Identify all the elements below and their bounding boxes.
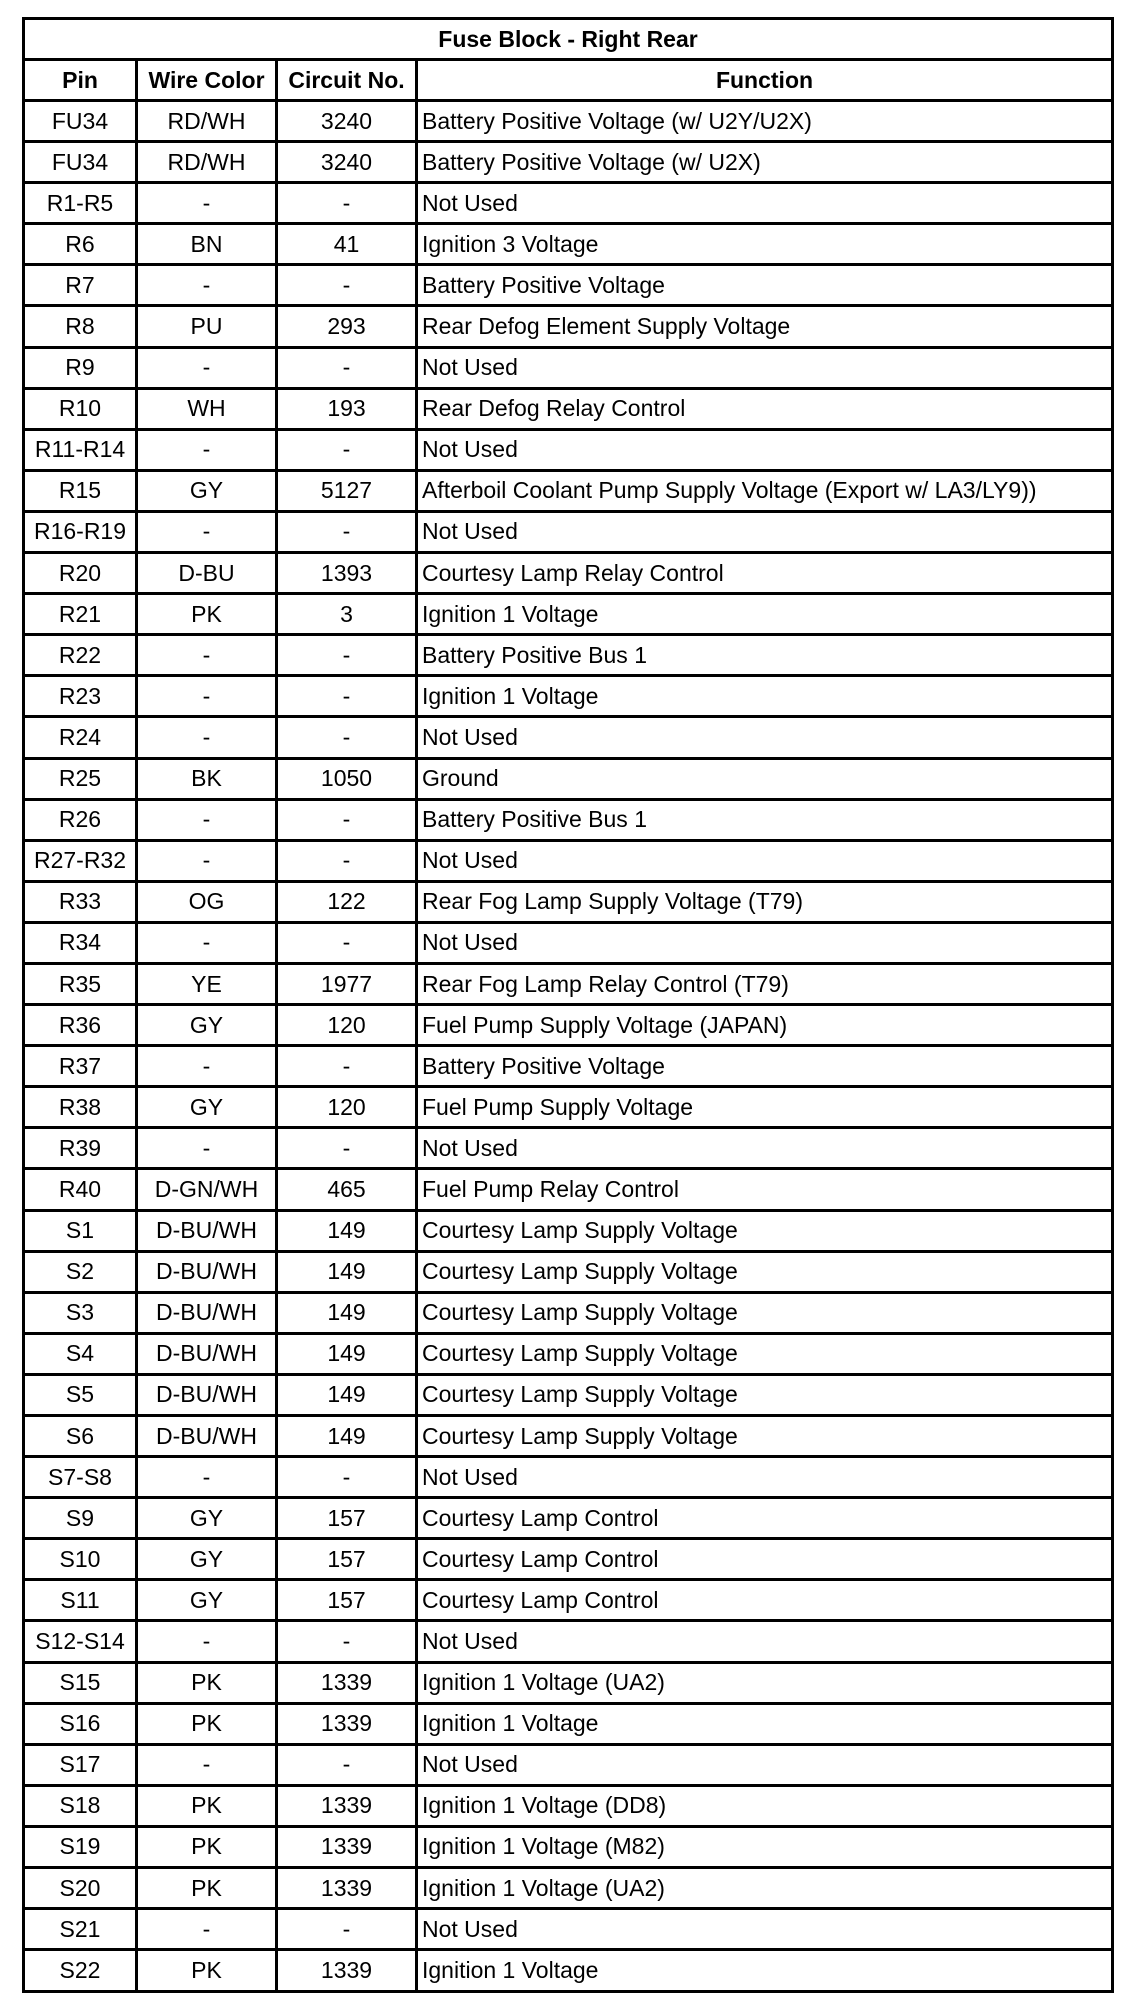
cell-circuit-no: - [277,922,417,963]
cell-pin: R27-R32 [24,840,137,881]
table-row [24,1374,1113,1415]
cell-wire-color: BK [137,758,277,799]
cell-pin: R21 [24,594,137,635]
cell-wire-color: D-BU [137,553,277,594]
cell-function: Ignition 3 Voltage [417,224,1113,265]
cell-pin: R37 [24,1046,137,1087]
cell-wire-color: D-BU/WH [137,1416,277,1457]
cell-circuit-no: - [277,1128,417,1169]
cell-pin: R40 [24,1169,137,1210]
cell-wire-color: - [137,1621,277,1662]
table-row [24,594,1113,635]
table-row [24,1621,1113,1662]
cell-wire-color: - [137,676,277,717]
cell-pin: S15 [24,1662,137,1703]
cell-pin: R7 [24,265,137,306]
cell-wire-color: - [137,1128,277,1169]
table-row [24,1744,1113,1785]
cell-function: Battery Positive Voltage (w/ U2X) [417,142,1113,183]
cell-wire-color: - [137,1457,277,1498]
cell-pin: R22 [24,635,137,676]
cell-function: Ignition 1 Voltage (DD8) [417,1785,1113,1826]
cell-pin: R6 [24,224,137,265]
cell-circuit-no: 120 [277,1087,417,1128]
cell-circuit-no: 1339 [277,1662,417,1703]
cell-circuit-no: 1339 [277,1826,417,1867]
cell-circuit-no: 1339 [277,1785,417,1826]
cell-function: Courtesy Lamp Control [417,1580,1113,1621]
cell-wire-color: PK [137,1662,277,1703]
table-row [24,635,1113,676]
table-row [24,347,1113,388]
cell-pin: S11 [24,1580,137,1621]
cell-pin: S7-S8 [24,1457,137,1498]
cell-function: Courtesy Lamp Supply Voltage [417,1292,1113,1333]
table-row [24,1909,1113,1950]
cell-function: Rear Fog Lamp Relay Control (T79) [417,963,1113,1004]
cell-pin: S2 [24,1251,137,1292]
cell-function: Rear Fog Lamp Supply Voltage (T79) [417,881,1113,922]
table-row [24,1539,1113,1580]
cell-circuit-no: 5127 [277,470,417,511]
cell-wire-color: D-BU/WH [137,1333,277,1374]
cell-function: Not Used [417,511,1113,552]
cell-function: Battery Positive Voltage [417,1046,1113,1087]
table-row [24,1580,1113,1621]
cell-circuit-no: - [277,676,417,717]
cell-pin: R39 [24,1128,137,1169]
cell-circuit-no: 1050 [277,758,417,799]
table-row [24,1005,1113,1046]
table-row [24,1087,1113,1128]
cell-function: Battery Positive Bus 1 [417,635,1113,676]
cell-pin: S19 [24,1826,137,1867]
table-row [24,1498,1113,1539]
cell-wire-color: - [137,511,277,552]
cell-wire-color: GY [137,1005,277,1046]
table-row [24,553,1113,594]
cell-wire-color: D-BU/WH [137,1292,277,1333]
cell-circuit-no: 1339 [277,1950,417,1992]
cell-function: Ignition 1 Voltage [417,1950,1113,1992]
cell-wire-color: PK [137,1950,277,1992]
cell-circuit-no: 1977 [277,963,417,1004]
table-row [24,717,1113,758]
cell-pin: R36 [24,1005,137,1046]
cell-pin: R35 [24,963,137,1004]
cell-wire-color: YE [137,963,277,1004]
cell-function: Ignition 1 Voltage [417,676,1113,717]
table-row [24,224,1113,265]
cell-wire-color: GY [137,1498,277,1539]
cell-pin: R23 [24,676,137,717]
cell-function: Not Used [417,1621,1113,1662]
cell-wire-color: - [137,840,277,881]
table-row [24,1251,1113,1292]
cell-function: Not Used [417,1744,1113,1785]
table-row [24,470,1113,511]
header-wire-color: Wire Color [137,60,277,101]
cell-function: Courtesy Lamp Supply Voltage [417,1210,1113,1251]
cell-pin: S9 [24,1498,137,1539]
cell-circuit-no: - [277,183,417,224]
table-row [24,922,1113,963]
cell-circuit-no: 1393 [277,553,417,594]
cell-function: Not Used [417,1909,1113,1950]
title-row [24,19,1113,60]
cell-function: Rear Defog Relay Control [417,388,1113,429]
cell-wire-color: GY [137,470,277,511]
cell-wire-color: D-GN/WH [137,1169,277,1210]
cell-circuit-no: 157 [277,1580,417,1621]
cell-function: Fuel Pump Supply Voltage [417,1087,1113,1128]
cell-wire-color: - [137,1909,277,1950]
table-row [24,1703,1113,1744]
cell-pin: S18 [24,1785,137,1826]
cell-circuit-no: 293 [277,306,417,347]
cell-function: Battery Positive Voltage [417,265,1113,306]
cell-wire-color: PK [137,594,277,635]
cell-wire-color: - [137,429,277,470]
cell-function: Ignition 1 Voltage [417,1703,1113,1744]
table-row [24,1950,1113,1992]
cell-circuit-no: - [277,717,417,758]
cell-circuit-no: 3240 [277,101,417,142]
cell-wire-color: D-BU/WH [137,1210,277,1251]
cell-wire-color: PK [137,1703,277,1744]
cell-circuit-no: 1339 [277,1703,417,1744]
cell-circuit-no: 3240 [277,142,417,183]
cell-pin: S5 [24,1374,137,1415]
table-row [24,840,1113,881]
table-row [24,758,1113,799]
cell-wire-color: WH [137,388,277,429]
cell-pin: R26 [24,799,137,840]
cell-pin: R15 [24,470,137,511]
table-row [24,183,1113,224]
header-function: Function [417,60,1113,101]
cell-circuit-no: 149 [277,1292,417,1333]
cell-pin: S21 [24,1909,137,1950]
table-row [24,1457,1113,1498]
table-row [24,1292,1113,1333]
fuse-block-document [22,17,1111,1993]
cell-pin: R8 [24,306,137,347]
header-pin: Pin [24,60,137,101]
cell-function: Courtesy Lamp Supply Voltage [417,1416,1113,1457]
cell-pin: R38 [24,1087,137,1128]
cell-pin: R33 [24,881,137,922]
cell-circuit-no: - [277,511,417,552]
table-row [24,511,1113,552]
cell-wire-color: D-BU/WH [137,1251,277,1292]
cell-function: Rear Defog Element Supply Voltage [417,306,1113,347]
cell-function: Not Used [417,183,1113,224]
cell-pin: R10 [24,388,137,429]
cell-pin: S12-S14 [24,1621,137,1662]
cell-pin: S3 [24,1292,137,1333]
cell-function: Afterboil Coolant Pump Supply Voltage (Export w/ LA3/LY9)) [417,470,1113,511]
cell-circuit-no: - [277,799,417,840]
cell-pin: R9 [24,347,137,388]
cell-pin: R11-R14 [24,429,137,470]
cell-circuit-no: 149 [277,1251,417,1292]
cell-pin: R24 [24,717,137,758]
table-row [24,1826,1113,1867]
cell-wire-color: - [137,183,277,224]
table-body [24,101,1113,1992]
table-row [24,1210,1113,1251]
cell-pin: R34 [24,922,137,963]
cell-function: Ignition 1 Voltage (UA2) [417,1662,1113,1703]
cell-circuit-no: - [277,347,417,388]
table-row [24,1128,1113,1169]
cell-circuit-no: - [277,1621,417,1662]
cell-wire-color: - [137,347,277,388]
cell-circuit-no: 157 [277,1498,417,1539]
table-row [24,1785,1113,1826]
table-row [24,799,1113,840]
cell-wire-color: - [137,717,277,758]
cell-function: Courtesy Lamp Relay Control [417,553,1113,594]
cell-function: Battery Positive Bus 1 [417,799,1113,840]
cell-circuit-no: 122 [277,881,417,922]
cell-circuit-no: 41 [277,224,417,265]
cell-wire-color: PK [137,1785,277,1826]
cell-pin: S10 [24,1539,137,1580]
cell-function: Not Used [417,1457,1113,1498]
cell-pin: S16 [24,1703,137,1744]
cell-function: Not Used [417,840,1113,881]
table-row [24,142,1113,183]
cell-function: Courtesy Lamp Control [417,1498,1113,1539]
cell-function: Not Used [417,1128,1113,1169]
table-row [24,1662,1113,1703]
table-row [24,1046,1113,1087]
header-circuit-no: Circuit No. [277,60,417,101]
table-row [24,881,1113,922]
cell-function: Not Used [417,717,1113,758]
cell-pin: S17 [24,1744,137,1785]
table-title: Fuse Block - Right Rear [24,19,1113,60]
cell-wire-color: GY [137,1087,277,1128]
table-row [24,676,1113,717]
cell-pin: R20 [24,553,137,594]
cell-circuit-no: 193 [277,388,417,429]
cell-pin: S6 [24,1416,137,1457]
cell-circuit-no: - [277,1744,417,1785]
cell-wire-color: RD/WH [137,142,277,183]
cell-circuit-no: - [277,1457,417,1498]
cell-function: Fuel Pump Supply Voltage (JAPAN) [417,1005,1113,1046]
cell-wire-color: - [137,1744,277,1785]
table-row [24,1169,1113,1210]
cell-wire-color: GY [137,1580,277,1621]
cell-function: Courtesy Lamp Control [417,1539,1113,1580]
cell-circuit-no: 149 [277,1210,417,1251]
cell-wire-color: - [137,265,277,306]
cell-wire-color: PU [137,306,277,347]
cell-circuit-no: 149 [277,1416,417,1457]
table-row [24,963,1113,1004]
cell-wire-color: - [137,1046,277,1087]
cell-pin: R25 [24,758,137,799]
cell-function: Ignition 1 Voltage [417,594,1113,635]
cell-circuit-no: - [277,1046,417,1087]
cell-wire-color: RD/WH [137,101,277,142]
cell-pin: S1 [24,1210,137,1251]
fuse-block-table [22,17,1114,1993]
cell-wire-color: PK [137,1826,277,1867]
cell-circuit-no: 157 [277,1539,417,1580]
cell-circuit-no: 120 [277,1005,417,1046]
cell-pin: FU34 [24,142,137,183]
cell-circuit-no: - [277,635,417,676]
cell-wire-color: - [137,799,277,840]
cell-function: Fuel Pump Relay Control [417,1169,1113,1210]
table-row [24,1416,1113,1457]
cell-wire-color: PK [137,1868,277,1909]
cell-circuit-no: - [277,265,417,306]
table-row [24,1868,1113,1909]
cell-circuit-no: 149 [277,1374,417,1415]
cell-function: Ground [417,758,1113,799]
cell-circuit-no: 465 [277,1169,417,1210]
cell-circuit-no: 3 [277,594,417,635]
cell-function: Not Used [417,347,1113,388]
table-row [24,1333,1113,1374]
cell-wire-color: OG [137,881,277,922]
cell-function: Battery Positive Voltage (w/ U2Y/U2X) [417,101,1113,142]
cell-pin: R1-R5 [24,183,137,224]
cell-function: Ignition 1 Voltage (M82) [417,1826,1113,1867]
cell-circuit-no: - [277,840,417,881]
table-row [24,101,1113,142]
cell-circuit-no: - [277,1909,417,1950]
cell-circuit-no: - [277,429,417,470]
cell-pin: S20 [24,1868,137,1909]
cell-function: Courtesy Lamp Supply Voltage [417,1251,1113,1292]
cell-wire-color: - [137,635,277,676]
table-row [24,306,1113,347]
cell-function: Not Used [417,429,1113,470]
cell-circuit-no: 149 [277,1333,417,1374]
cell-wire-color: - [137,922,277,963]
table-row [24,429,1113,470]
cell-wire-color: D-BU/WH [137,1374,277,1415]
cell-circuit-no: 1339 [277,1868,417,1909]
cell-pin: S22 [24,1950,137,1992]
cell-pin: FU34 [24,101,137,142]
cell-function: Courtesy Lamp Supply Voltage [417,1374,1113,1415]
cell-function: Not Used [417,922,1113,963]
cell-function: Ignition 1 Voltage (UA2) [417,1868,1113,1909]
header-row [24,60,1113,101]
cell-pin: R16-R19 [24,511,137,552]
cell-wire-color: BN [137,224,277,265]
cell-function: Courtesy Lamp Supply Voltage [417,1333,1113,1374]
cell-wire-color: GY [137,1539,277,1580]
table-row [24,265,1113,306]
table-row [24,388,1113,429]
cell-pin: S4 [24,1333,137,1374]
